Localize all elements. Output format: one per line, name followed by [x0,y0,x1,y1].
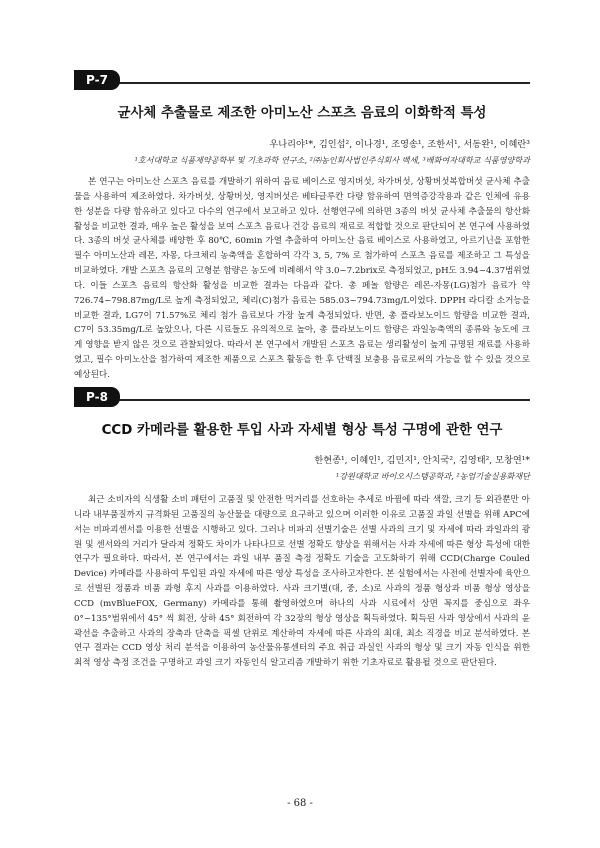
abstract-p7 [74,66,530,383]
section-rule [74,82,530,84]
abstract-body: 본 연구는 아미노산 스포츠 음료를 개발하기 위하여 음료 베이스로 영지버섯, 차가버섯, 상황버섯복합버섯 균사체 추출물을 사용하여 제조하였다. 차가버섯, 상황버섯, 영지버섯은 베타글루칸 다량 함유하여 면역증강작용과 같은 인체에 유용한 성분을 다량 함유하고 있다고 다수의 연구에서 보고하고 있다. 선행연구에 의하면 3종의 버섯 균사체 추출물의 항산화 활성을 비교한 결과, 매우 높은 활성을 보여 스포츠 음료나 건강 음료의 재료로 적합할 것으로 판단되어 본 연구에 사용하였다. 3종의 버섯 균사체를 배양한 후 80℃, 60min 가열 추출하여 아미노산 음료 베이스로 사용하였고, 아르기닌을 포함한 필수 아미노산과 레몬, 자몽, 다크체리 농축액을 혼합하여 각각 3, 5, 7% 로 첨가하여 스포츠 음료를 제조하고 그 특성을 비교하였다. 개발 스포츠 음료의 고형분 함량은 농도에 비례해서 약 3.0~7.2brix로 측정되었고, pH도 3.94~4.37범위였다. 이들 스포츠 음료의 항산화 활성을 비교한 결과는 다음과 같다. 총 페놀 함량은 레몬-자몽(LG)첨가 음료가 약 726.74~798.87mg/L로 높게 측정되었고, 체리(C)첨가 음료는 585.03~794.73mg/L이었다. DPPH 라디칼 소거능을 비교한 결과, LG7이 71.57%로 체리 첨가 음료보다 가장 높게 측정되었다. 반면, 총 플라보노이드 함량을 비교한 결과, C7이 53.35mg/L로 높았으나, 다른 시료들도 유의적으로 높아, 총 플라보노이드 함량은 과일농축액의 종류와 농도에 크게 영향을 받지 않은 것으로 관찰되었다. 따라서 본 연구에서 개발된 스포츠 음료는 생리활성이 높게 규명된 재료를 사용하였고, 필수 아미노산을 첨가하여 제조한 제품으로 스포츠 활동을 한 후 단백질 보충용 음료로써의 가능을 할 수 있을 것으로 예상된다. [74,177,530,380]
author-list: 한현종¹, 이혜인¹, 김민지¹, 안치국², 김영태², 모창연¹* [314,455,530,466]
section-rule [74,399,530,401]
abstract-title: 균사체 추출물로 제조한 아미노산 스포츠 음료의 이화학적 특성 [117,106,487,121]
affiliation-line: ¹강원대학교 바이오시스템공학과, ²농업기술실용화재단 [335,471,530,481]
affiliation-line: ¹호서대학교 식품제약공학부 및 기초과학 연구소, ²㈜농인회사법인주식회사 백세, ³배화여자대학교 식품영양학과 [134,155,530,165]
abstract-id-badge: P-7 [74,70,120,90]
abstract-p8 [74,383,530,671]
author-list: 우나리야¹*, 김인섭², 이나경¹, 조영송¹, 조한서¹, 서동완¹, 이혜란³ [269,139,530,150]
page-number: - 68 - [287,798,313,809]
abstract-title: CCD 카메라를 활용한 투입 사과 자세별 형상 특성 구명에 관한 연구 [101,423,503,438]
abstract-id-badge: P-8 [74,387,120,407]
abstract-body: 최근 소비자의 식생활 소비 패턴이 고품질 및 안전한 먹거리를 선호하는 추세로 바뀜에 따라 색깔, 크기 등 외관뿐만 아니라 내부품질까지 규격화된 고품질의 농산물을 대량으로 요구하고 있으며 이러한 이유로 고품질 과일 선별을 위해 APC에서는 비파괴센서를 이용한 선별을 시행하고 있다. 그러나 비파괴 선별기술은 선별 사과의 크기 및 자세에 따라 과일과의 광원 및 센서와의 거리가 달라져 정확도 차이가 나타나므로 선별 정확도 향상을 위해서는 사과 자세에 따른 형상 특성에 대한 연구가 필요하다. 따라서, 본 연구에서는 과일 내부 품질 측정 정확도 기술을 고도화하기 위해 CCD(Charge Couled Device) 카메라를 사용하여 투입된 과일 자세에 따른 영상 특성을 조사하고자한다. 본 실험에서는 사전에 선별자에 육안으로 선별된 정품과 비품 과형 후지 사과를 이용하였다. 사과 크기별(대, 중, 소)로 사과의 정품 형상과 비품 형상 영상을 CCD (mvBlueFOX, Germany) 카메라를 통해 촬영하였으며 하나의 사과 시료에서 상면 꼭지를 중심으로 좌우 0°~135°범위에서 45° 씩 회전, 상하 45° 회전하여 각 32장의 형상 영상을 획득하였다. 획득된 사과 영상에서 사과의 윤곽선을 추출하고 사과의 장축과 단축을 픽셀 단위로 계산하여 자세에 따른 사과의 최대, 최소 직경을 비교 분석하였다. 본 연구 결과는 CCD 영상 처리 분석을 이용하여 농산물유통센터의 주요 취급 과실인 사과의 형상 및 크기 자동 인식을 위한 최적 영상 측정 조건을 구명하고 과일 크기 자동인식 알고리즘 개발하기 위한 기초자료로 활용될 것으로 판단된다. [74,495,530,669]
